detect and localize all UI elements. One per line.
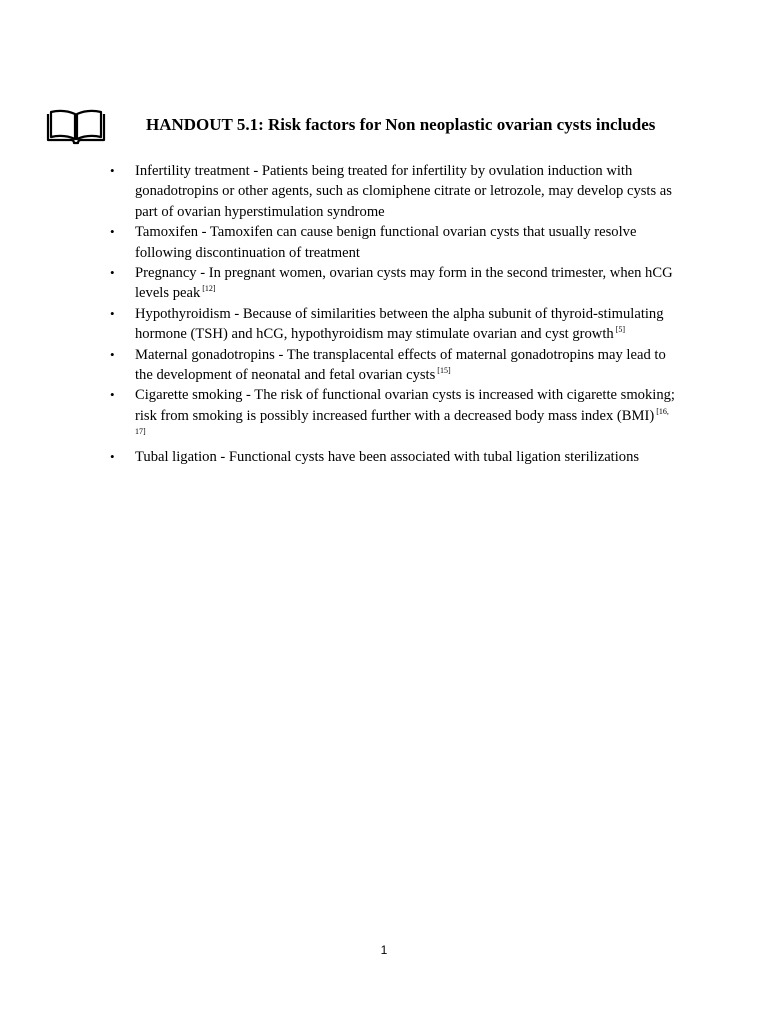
list-item-text: Infertility treatment - Patients being treated for infertility by ovulation induction with gonadotropins or other agents, such as clomiphene citrate or letrozole, may develop cysts as part of ovarian hyperstimulation syndrome: [135, 163, 672, 220]
list-item: [110, 263, 676, 304]
list-item: [110, 447, 676, 467]
list-item: [110, 385, 676, 446]
bullet-icon: •: [110, 305, 115, 321]
citation-reference: [16, 17]: [135, 406, 669, 437]
open-book-icon: [46, 109, 106, 145]
citation-reference: [12]: [202, 284, 216, 294]
list-item-text: Tubal ligation - Functional cysts have been associated with tubal ligation sterilizations: [135, 448, 640, 465]
bullet-icon: •: [110, 163, 115, 178]
citation-reference: [15]: [437, 366, 451, 376]
list-item: [110, 345, 676, 386]
list-item: [110, 161, 676, 222]
list-item-text: Pregnancy - In pregnant women, ovarian cysts may form in the second trimester, when hCG levels peak: [135, 265, 673, 302]
risk-factor-list: [110, 161, 676, 467]
bullet-icon: •: [110, 265, 115, 281]
list-item-text: Tamoxifen - Tamoxifen can cause benign functional ovarian cysts that usually resolve following discontinuation of treatment: [135, 224, 637, 261]
handout-title: HANDOUT 5.1: Risk factors for Non neoplastic ovarian cysts includes: [146, 115, 656, 134]
list-item: [110, 222, 676, 263]
list-item: [110, 304, 676, 345]
bullet-icon: •: [110, 448, 115, 464]
citation-reference: [5]: [615, 325, 626, 335]
page-number: 1: [380, 943, 388, 957]
list-item-text: Hypothyroidism - Because of similarities between the alpha subunit of thyroid-stimulating hormone (TSH) and hCG, hypothyroidism may stimulate ovarian and cyst growth: [135, 305, 664, 343]
list-item-text: Cigarette smoking - The risk of functional ovarian cysts is increased with cigarette smoking; risk from smoking is possibly increased further with a decreased body mass index (BMI): [135, 387, 675, 424]
list-item-text: Maternal gonadotropins - The transplacental effects of maternal gonadotropins may lead to the development of neonatal and fetal ovarian cysts: [135, 346, 666, 384]
bullet-icon: •: [110, 224, 115, 240]
bullet-icon: •: [110, 346, 115, 362]
bullet-icon: •: [110, 387, 115, 403]
